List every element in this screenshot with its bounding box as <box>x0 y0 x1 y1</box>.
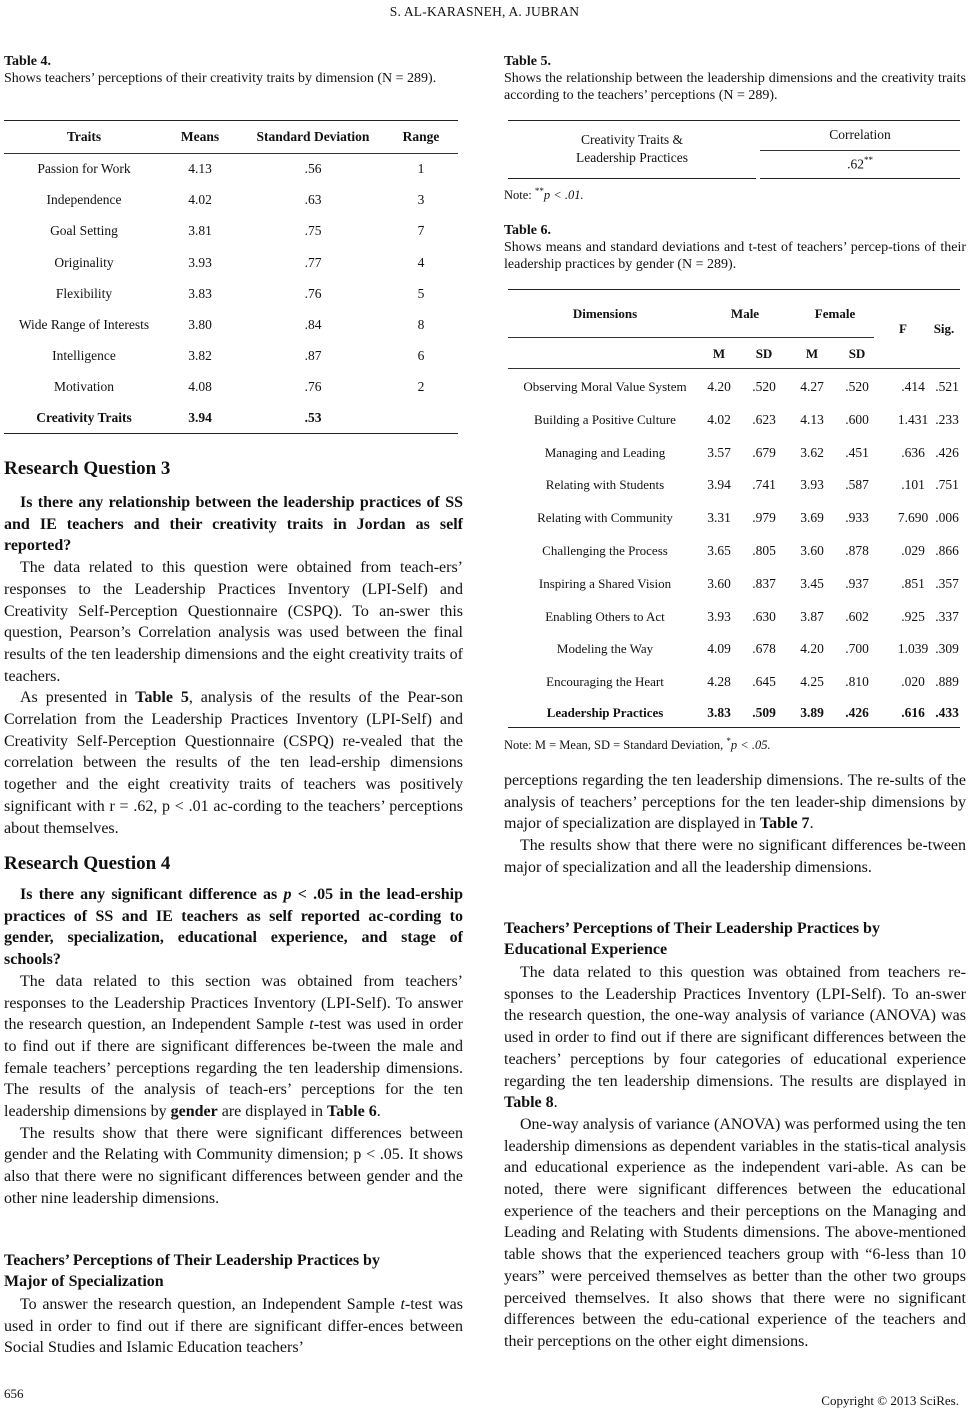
table4-bottom-rule <box>4 433 458 434</box>
table4-cell-mean: 3.80 <box>188 317 212 332</box>
table4-cell-sd: .76 <box>304 379 322 395</box>
right-p1-ref: Table 7 <box>759 815 810 833</box>
table4-header-range: Range <box>402 129 440 144</box>
table4-cell-range: 1 <box>417 161 425 176</box>
table4-header-traits: Traits <box>66 129 102 144</box>
table5-value <box>847 155 873 173</box>
experience-section <box>504 918 966 1353</box>
table6-cell-female-sd: .520 <box>845 379 869 394</box>
table6-cell-dimension: Challenging the Process <box>542 543 668 558</box>
table6-header-female-sd: SD <box>848 346 866 361</box>
rq3-p2-b: , analysis of the results of the Pear-son Correlation from the Leadership Practices Inventory (LPI-Self) and Creativity Self-Perception Questionnaire (CSPQ) re-vealed that the correlation between the results of the ten lead-ership dimensions together and the eight creativity traits of teachers was positively significant with r = .62, p < .01 ac-cording to the teachers’ perceptions about themselves. <box>4 689 464 837</box>
table6-cell-female-sd: .810 <box>845 674 869 690</box>
table5-bottom-rule-left <box>508 178 756 179</box>
page-number: 656 <box>4 1386 24 1401</box>
table6-cell-sig: .866 <box>935 543 959 558</box>
major-section <box>4 1250 463 1359</box>
rq4-p1-c: are displayed in <box>217 1103 328 1121</box>
table4-header-sd: Standard Deviation <box>256 129 370 144</box>
major-p1-a: To answer the research question, an Independent Sample <box>20 1296 401 1313</box>
table6-cell-f: .636 <box>901 444 925 460</box>
table6-bottom-rule <box>508 727 960 728</box>
rq4-heading: Research Question 4 <box>4 853 171 874</box>
table6-cell-female-m: 4.20 <box>800 641 824 657</box>
table4-cell-trait: Passion for Work <box>37 161 131 176</box>
table6-total-sig: .433 <box>935 705 959 720</box>
table6-header-male-sd: SD <box>755 346 773 361</box>
table6-cell-male-m: 4.02 <box>707 411 731 427</box>
rq4-p1-b: -test was used in order to find out if there are significant differences be-tween the male and female teachers’ perceptions regarding the ten leadership dimensions. The results of the analysis of teach-ers’ perceptions for the ten leadership dimensions by <box>4 1016 463 1121</box>
table6-cell-sig: .426 <box>935 444 959 460</box>
rq4-q-a: Is there any significant difference as <box>20 886 284 903</box>
table6-cell-male-m: 3.65 <box>707 543 731 558</box>
table4-caption: Shows teachers’ perceptions of their creativity traits by dimension (N = 289). <box>4 71 437 86</box>
table4-cell-sd: .77 <box>304 254 322 270</box>
table4-cell-trait: Wide Range of Interests <box>18 317 150 332</box>
table6-cell-female-sd: .602 <box>845 608 869 624</box>
table6-cell-f: 1.431 <box>897 411 929 427</box>
table6-cell-female-sd: .451 <box>845 444 869 460</box>
table6-cell-female-sd: .933 <box>845 510 869 526</box>
rq4-q-p: p <box>283 886 292 903</box>
major-p1-t: t <box>400 1296 405 1313</box>
table5-value-number: .62 <box>847 156 864 172</box>
table6-cell-dimension: Building a Positive Culture <box>534 411 676 427</box>
table6-cell-sig: .357 <box>935 575 959 591</box>
table6-cell-male-m: 3.93 <box>707 608 731 624</box>
table6-cell-female-m: 3.45 <box>800 575 824 591</box>
table4-label: Table 4. <box>4 54 51 69</box>
rq4-p1-a: The data related to this section was obtained from teachers’ responses to the Leadership Practices Inventory (LPI-Self). To answer the research question, an Independent Sample <box>4 972 463 1034</box>
table4-cell-mean: 3.83 <box>188 285 212 301</box>
table6-total-f: .616 <box>901 705 925 720</box>
table4-cell-range: 2 <box>417 379 425 395</box>
table6-cell-dimension: Managing and Leading <box>544 444 666 460</box>
table6-cell-sig: .309 <box>935 641 959 657</box>
table6-header-female-m: M <box>805 346 819 361</box>
table4-cell-range: 4 <box>417 254 425 270</box>
table4 <box>4 54 463 87</box>
table4-cell-sd: .63 <box>304 192 322 208</box>
table6-cell-male-sd: .520 <box>752 379 776 394</box>
right-paragraph-2: The results show that there were no significant differences be-tween major of specialization and all the leadership dimensions. <box>504 837 966 876</box>
rq4-paragraph-2: The results show that there were significant differences between gender and the Relating with Community dimension; p < .05. It shows also that there were no significant differences between gender and the other nine leadership dimensions. <box>4 1124 463 1207</box>
table4-total-label: Creativity Traits <box>36 410 132 425</box>
table6 <box>504 223 966 273</box>
table6-cell-female-sd: .700 <box>845 641 869 657</box>
table6-cell-female-sd: .600 <box>845 411 869 427</box>
rq3-question: Is there any relationship between the leadership practices of SS and IE teachers and their creativity traits in Jordan as self reported? <box>4 494 463 555</box>
table6-cell-f: .029 <box>901 543 925 558</box>
table4-cell-sd: .87 <box>304 348 322 364</box>
rq3-p2-ref: Table 5 <box>135 689 189 707</box>
table6-total-female-m: 3.89 <box>800 705 824 720</box>
table6-cell-female-sd: .587 <box>845 477 869 493</box>
table6-subheader-rule <box>508 368 960 369</box>
table6-cell-dimension: Modeling the Way <box>556 641 654 657</box>
table6-cell-sig: .233 <box>935 411 959 427</box>
table6-cell-f: .414 <box>901 379 925 394</box>
table6-header-f: F <box>899 321 907 336</box>
table5-row-label-line1: Creativity Traits & <box>580 132 684 147</box>
table6-cell-female-m: 3.93 <box>800 477 824 493</box>
table6-caption: Shows means and standard deviations and t-test of teachers’ percep-tions of their leadership practices by gender (N = 289). <box>504 240 966 272</box>
table6-cell-male-sd: .645 <box>752 674 776 690</box>
table6-header-sig: Sig. <box>933 321 955 336</box>
table4-cell-sd: .76 <box>304 285 322 301</box>
table6-grid <box>504 289 966 739</box>
table5-caption: Shows the relationship between the leadership dimensions and the creativity traits according to the teachers’ perceptions (N = 289). <box>504 71 966 103</box>
rq4-p1-d: . <box>376 1103 381 1121</box>
exp-p1-ref: Table 8 <box>504 1094 554 1112</box>
table6-cell-male-m: 3.31 <box>707 510 731 526</box>
table6-label: Table 6. <box>504 223 551 238</box>
table4-cell-trait: Flexibility <box>55 285 113 301</box>
exp-p1-a: The data related to this question was obtained from teachers re-sponses to the Leadership Practices Inventory (LPI-Self). To an-swer the research question, the one-way analysis of variance (ANOVA) was used in order to find out if there are significant differences between the teachers’ perceptions by four categories of educational experience regarding the ten leadership dimensions. The results are displayed in <box>504 964 966 1090</box>
table6-header-rule <box>508 337 874 338</box>
table6-total-label: Leadership Practices <box>546 705 664 720</box>
table6-cell-male-sd: .630 <box>752 608 776 624</box>
table6-cell-female-m: 3.60 <box>800 543 824 558</box>
table6-note-sup: * <box>726 736 731 746</box>
rq3-paragraph-1: The data related to this question were obtained from teach-ers’ responses to the Leadership Practices Inventory (LPI-Self) and Creativity Self-Perception Questionnaire (CSPQ). To an-swer this question, Pearson’s Correlation analysis was used between the final results of the ten leadership dimensions and the eight creativity traits of teachers. <box>4 559 463 685</box>
table6-note-a: Note: M = Mean, SD = Standard Deviation, <box>504 738 727 753</box>
table4-cell-trait: Motivation <box>54 379 114 395</box>
major-heading-line2: Major of Specialization <box>4 1273 164 1290</box>
table5-label: Table 5. <box>504 54 551 69</box>
table6-cell-female-m: 3.69 <box>800 510 824 526</box>
table6-cell-female-m: 3.87 <box>800 608 824 624</box>
table4-header-rule <box>4 153 458 154</box>
running-head: S. AL-KARASNEH, A. JUBRAN <box>389 4 580 19</box>
table5-top-rule <box>508 120 960 121</box>
table5-note-b: p < .01. <box>543 188 584 203</box>
rq4-question <box>4 884 463 971</box>
table4-cell-sd: .56 <box>304 161 322 176</box>
table4-cell-range: 6 <box>417 348 425 364</box>
right-p1-a: perceptions regarding the ten leadership dimensions. The re-sults of the analysis of teachers’ perceptions for the ten leader-ship dimensions by major of specialization are displayed in <box>504 772 966 833</box>
table6-cell-dimension: Encouraging the Heart <box>546 674 664 690</box>
table6-cell-male-m: 3.57 <box>707 444 731 460</box>
rq3-heading: Research Question 3 <box>4 458 171 479</box>
rq4-body <box>4 884 463 1210</box>
table4-total-mean: 3.94 <box>188 410 212 425</box>
table4-top-rule <box>4 120 458 121</box>
table6-total-female-sd: .426 <box>845 705 869 720</box>
experience-heading-line2: Educational Experience <box>504 941 668 958</box>
table4-cell-sd: .75 <box>304 223 322 239</box>
table5-note <box>504 186 966 203</box>
table6-cell-male-sd: .741 <box>752 477 776 493</box>
major-paragraph <box>4 1294 463 1359</box>
table5-value-sup: ** <box>863 155 873 165</box>
table6-cell-f: .925 <box>901 608 925 624</box>
table6-cell-sig: .751 <box>935 477 959 493</box>
table4-cell-trait: Goal Setting <box>50 223 118 239</box>
table6-cell-f: .020 <box>901 674 925 690</box>
table4-cell-range: 8 <box>417 317 425 332</box>
table6-cell-male-sd: .979 <box>752 510 776 526</box>
table6-header-male-m: M <box>712 346 726 361</box>
rq3-p2-a: As presented in <box>20 689 136 707</box>
rq4-paragraph-1 <box>4 971 463 1123</box>
table4-cell-mean: 4.13 <box>188 161 212 176</box>
copyright: Copyright © 2013 SciRes. <box>821 1393 959 1408</box>
table6-cell-dimension: Inspiring a Shared Vision <box>538 575 672 591</box>
rq4-q-b: < .05 in the lead-ership practices of SS and IE teachers as self reported ac-cording to gender, specialization, educational experience, and stage of schools? <box>4 886 463 969</box>
rq4-p1-gender: gender <box>170 1103 218 1121</box>
rq3-body <box>4 492 463 839</box>
table4-cell-trait: Independence <box>46 192 122 208</box>
experience-heading-line1: Teachers’ Perceptions of Their Leadership Practices by <box>504 920 880 937</box>
table6-header-dimensions: Dimensions <box>572 306 638 321</box>
table6-cell-f: .851 <box>901 575 925 591</box>
table4-total-sd: .53 <box>304 410 322 425</box>
experience-paragraph-2: One-way analysis of variance (ANOVA) was performed using the ten leadership dimensions as dependent variables in the statis-tical analysis and educational experience as the independent vari-able. As can be noted, there were significant differences between the educational experience of the teachers and their perceptions on the Managing and Leading and Relating with Students dimensions. The above-mentioned table shows that the experienced teachers group with “6-less than 10 years” were perceived themselves as better than the other two groups perceived themselves. It also shows that there were no significant differences between the edu-cational experience of the teachers and their perceptions on the other eight dimensions. <box>504 1115 966 1350</box>
table6-total-male-m: 3.83 <box>707 705 731 720</box>
table6-cell-f: 1.039 <box>897 641 929 657</box>
table5-note-a: Note: <box>504 188 535 203</box>
table4-cell-range: 3 <box>417 192 425 208</box>
table4-cell-mean: 4.02 <box>188 192 212 208</box>
table6-cell-sig: .889 <box>935 674 959 690</box>
table5 <box>504 54 966 104</box>
table6-cell-dimension: Relating with Community <box>537 510 673 526</box>
table6-cell-sig: .006 <box>935 510 959 526</box>
table6-note-b: p < .05. <box>730 738 771 753</box>
table4-cell-mean: 4.08 <box>188 379 212 395</box>
table5-col-header: Correlation <box>829 127 891 142</box>
table6-cell-male-sd: .678 <box>752 641 776 657</box>
table6-header-female: Female <box>814 306 856 321</box>
table6-cell-male-sd: .805 <box>752 543 776 558</box>
table5-grid <box>504 120 966 190</box>
table5-row-label-line2: Leadership Practices <box>575 150 689 165</box>
right-body <box>504 770 966 879</box>
table4-cell-trait: Intelligence <box>52 348 116 364</box>
table6-cell-male-m: 4.28 <box>707 674 731 690</box>
table4-cell-sd: .84 <box>304 317 322 332</box>
table6-note <box>504 736 966 753</box>
table6-cell-male-sd: .679 <box>752 444 776 460</box>
table5-header-rule <box>760 150 960 151</box>
exp-p1-b: . <box>553 1094 558 1112</box>
table4-cell-mean: 3.81 <box>188 223 212 239</box>
table6-total-male-sd: .509 <box>752 705 776 720</box>
table4-grid <box>4 120 463 440</box>
table4-cell-trait: Originality <box>54 254 114 270</box>
table6-cell-male-sd: .837 <box>752 575 776 591</box>
rq4-p1-ref: Table 6 <box>327 1103 377 1121</box>
rq4-p1-t: t <box>309 1016 314 1034</box>
table6-cell-male-m: 3.60 <box>707 575 731 591</box>
table6-header-male: Male <box>730 306 760 321</box>
table6-cell-male-m: 3.94 <box>707 477 731 493</box>
table6-cell-female-sd: .878 <box>845 543 869 558</box>
table4-cell-range: 7 <box>417 223 425 239</box>
table6-cell-male-m: 4.09 <box>707 641 731 657</box>
table5-note-sup: ** <box>534 186 544 196</box>
table6-cell-female-m: 4.13 <box>800 411 824 427</box>
table4-cell-mean: 3.93 <box>188 254 212 270</box>
table5-bottom-rule-right <box>760 178 960 179</box>
right-paragraph-1 <box>504 770 966 835</box>
table6-cell-male-sd: .623 <box>752 411 776 427</box>
table6-cell-dimension: Enabling Others to Act <box>545 608 665 624</box>
table6-cell-female-m: 4.25 <box>800 674 824 690</box>
table4-cell-mean: 3.82 <box>188 348 212 364</box>
table6-top-rule <box>508 289 960 290</box>
table4-header-means: Means <box>180 129 220 144</box>
major-p1-b: -test was used in order to find out if there are significant differ-ences between Social Studies and Islamic Education teachers’ <box>4 1296 463 1357</box>
table6-cell-dimension: Observing Moral Value System <box>523 379 687 394</box>
table6-cell-sig: .337 <box>935 608 959 624</box>
table4-cell-range: 5 <box>417 285 425 301</box>
experience-paragraph-1 <box>504 962 966 1114</box>
table6-cell-female-m: 4.27 <box>800 379 824 394</box>
table6-cell-male-m: 4.20 <box>707 379 731 394</box>
table6-cell-f: .101 <box>901 477 925 493</box>
table6-cell-female-sd: .937 <box>845 575 869 591</box>
table6-cell-dimension: Relating with Students <box>545 477 665 493</box>
table6-cell-female-m: 3.62 <box>800 444 824 460</box>
right-p1-b: . <box>809 815 814 833</box>
table6-cell-f: 7.690 <box>897 510 929 526</box>
rq3-paragraph-2 <box>4 687 463 839</box>
table6-cell-sig: .521 <box>935 379 959 394</box>
major-heading-line1: Teachers’ Perceptions of Their Leadership Practices by <box>4 1252 380 1269</box>
